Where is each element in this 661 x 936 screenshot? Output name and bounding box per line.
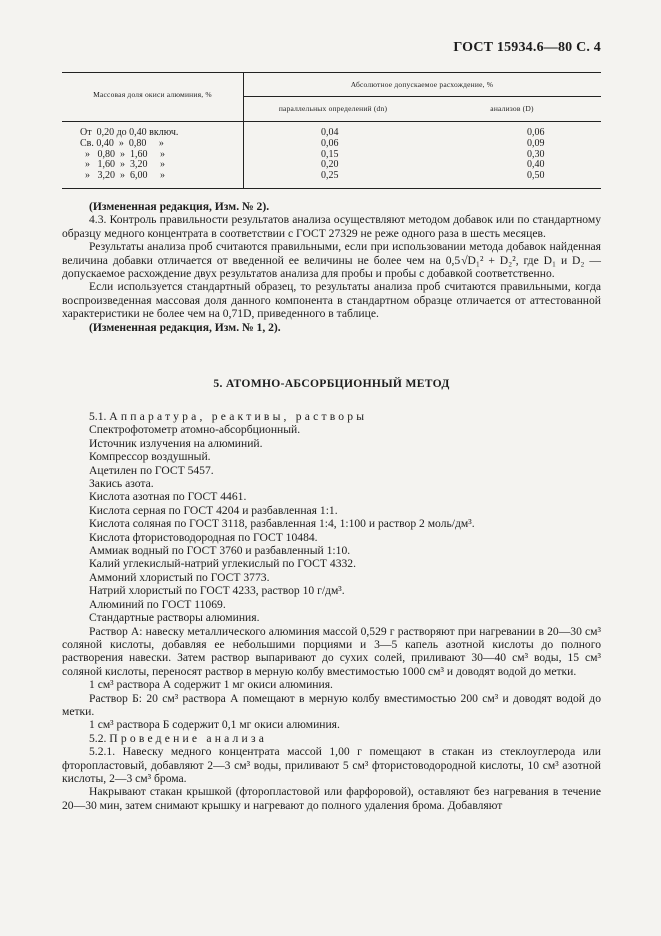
paragraph-standard-sample: Если используется стандартный образец, то результаты анализа проб считаются правильными, когда воспроизведенная массовая доля данного компонента в стандартном образце отличается от аттестованной характеристики не более чем на 0,71D, приведенного в таблице. (62, 280, 601, 321)
table-top-rule (62, 72, 601, 73)
table-cell-range: От 0,20 до 0,40 включ. (80, 127, 179, 138)
table-cell-range: Св. 0,40 » 0,80 » (80, 137, 164, 149)
table-cell-range: » 0,80 » 1,60 » (80, 148, 165, 160)
reagent-item: Кислота фтористоводородная по ГОСТ 10484. (89, 530, 318, 544)
reagent-item: Аммоний хлористый по ГОСТ 3773. (89, 570, 270, 584)
table-bottom-rule (62, 188, 601, 189)
table-col-analysis-header: анализов (D) (490, 104, 534, 113)
reagent-item: Алюминий по ГОСТ 11069. (89, 597, 226, 611)
reagent-item: Аммиак водный по ГОСТ 3760 и разбавленный 1:10. (89, 544, 351, 558)
reagent-item: Ацетилен по ГОСТ 5457. (89, 463, 214, 477)
paragraph-cover-heating: Накрывают стакан крышкой (фторопластовой или фарфоровой), оставляют без нагревания в течение 20—30 мин, затем снимают крышку и нагревают до полного удаления брома. Добавляют (62, 785, 601, 812)
amendment-note: (Измененная редакция, Изм. № 2). (89, 200, 270, 213)
table-cell-parallel: 0,20 (321, 159, 339, 171)
table-cell-parallel: 0,04 (321, 127, 339, 138)
subsection-5-1-heading: 5.1. Аппаратура, реактивы, растворы (89, 410, 368, 423)
subsection-5-2-heading: 5.2. Проведение анализа (89, 731, 268, 745)
table-header-rule (62, 121, 601, 122)
table-group-rule (243, 96, 601, 97)
solution-b-note: 1 см³ раствора Б содержит 0,1 мг окиси алюминия. (89, 718, 340, 732)
reagent-item: Кислота соляная по ГОСТ 3118, разбавленная 1:4, 1:100 и раствор 2 моль/дм³. (89, 517, 475, 531)
reagent-item: Кислота азотная по ГОСТ 4461. (89, 490, 247, 504)
reagent-item: Натрий хлористый по ГОСТ 4233, раствор 10 г/дм³. (89, 584, 345, 598)
paragraph-4-3: 4.3. Контроль правильности результатов анализа осуществляют методом добавок или по стандартному образцу медного концентрата в соответствии с ГОСТ 27329 не реже одного раза в шесть месяцев. (62, 213, 601, 240)
amendment-note: (Измененная редакция, Изм. № 1, 2). (89, 320, 281, 334)
section-5-title: 5. АТОМНО-АБСОРБЦИОННЫЙ МЕТОД (213, 377, 450, 390)
paragraph-5-2-1: 5.2.1. Навеску медного концентрата массой 1,00 г помещают в стакан из стеклоуглерода или фторопластовый, добавляют 2—3 см³ воды, приливают 5 см³ фтористоводородной кислоты, 10 см³ азотной кислоты, 2—3 см³ брома. (62, 745, 601, 785)
section-4-continuation (62, 200, 601, 334)
table-cell-range: » 3,20 » 6,00 » (80, 170, 165, 182)
section-5-content (62, 410, 601, 812)
table-cell-analysis: 0,06 (527, 127, 545, 138)
paragraph-results-check: Результаты анализа проб считаются правильными, если при использовании метода добавок найденная величина добавки отличается от введенной ее величины не более чем на 0,5 √D₁² + D₂², где D₁ и D₂ — допускаемое расхождение двух результатов анализа для пробы и пробы с добавкой соответственно. (62, 240, 601, 281)
page-header: ГОСТ 15934.6—80 С. 4 (453, 40, 601, 55)
reagent-item: Закись азота. (89, 477, 154, 491)
reagent-list (62, 423, 601, 624)
table-col-parallel-header: параллельных определений (dn) (278, 104, 388, 113)
solution-a-paragraph: Раствор А: навеску металлического алюминия массой 0,529 г растворяют при нагревании в 20—30 см³ соляной кислоты, добавляя ее небольшими порциями и 3—5 капель азотной кислоты до полного растворения навески. Затем раствор выпаривают до сухих солей, приливают 30—40 см³ воды, 15 см³ соляной кислоты, переносят раствор в мерную колбу вместимостью 1000 см³ и доводят водой до метки. (62, 624, 601, 678)
table-cell-analysis: 0,40 (527, 159, 545, 171)
reagent-item: Источник излучения на алюминий. (89, 436, 263, 450)
formula: √D₁² + D₂² (461, 253, 516, 267)
table-column-divider (243, 72, 244, 188)
table-cell-analysis: 0,09 (527, 137, 545, 149)
reagent-item: Спектрофотометр атомно-абсорбционный. (89, 423, 301, 437)
table-cell-analysis: 0,50 (527, 170, 545, 182)
reagent-item: Кислота серная по ГОСТ 4204 и разбавленная 1:1. (89, 503, 338, 517)
reagent-item: Стандартные растворы алюминия. (89, 611, 260, 625)
solution-a-note: 1 см³ раствора А содержит 1 мг окиси алюминия. (89, 678, 333, 692)
solution-b-paragraph: Раствор Б: 20 см³ раствора А помещают в мерную колбу вместимостью 200 см³ и доводят водой до метки. (62, 691, 601, 718)
table-cell-parallel: 0,25 (321, 170, 339, 182)
table-cell-parallel: 0,15 (321, 148, 339, 160)
table-col-mass-fraction-header: Массовая доля окиси алюминия, % (93, 90, 212, 99)
reagent-item: Компрессор воздушный. (89, 450, 211, 464)
reagent-item: Калий углекислый-натрий углекислый по ГОСТ 4332. (89, 557, 356, 571)
table-cell-range: » 1,60 » 3,20 » (80, 159, 165, 171)
table-cell-parallel: 0,06 (321, 137, 339, 149)
table-cell-analysis: 0,30 (527, 148, 545, 160)
table-group-header: Абсолютное допускаемое расхождение, % (350, 80, 494, 89)
